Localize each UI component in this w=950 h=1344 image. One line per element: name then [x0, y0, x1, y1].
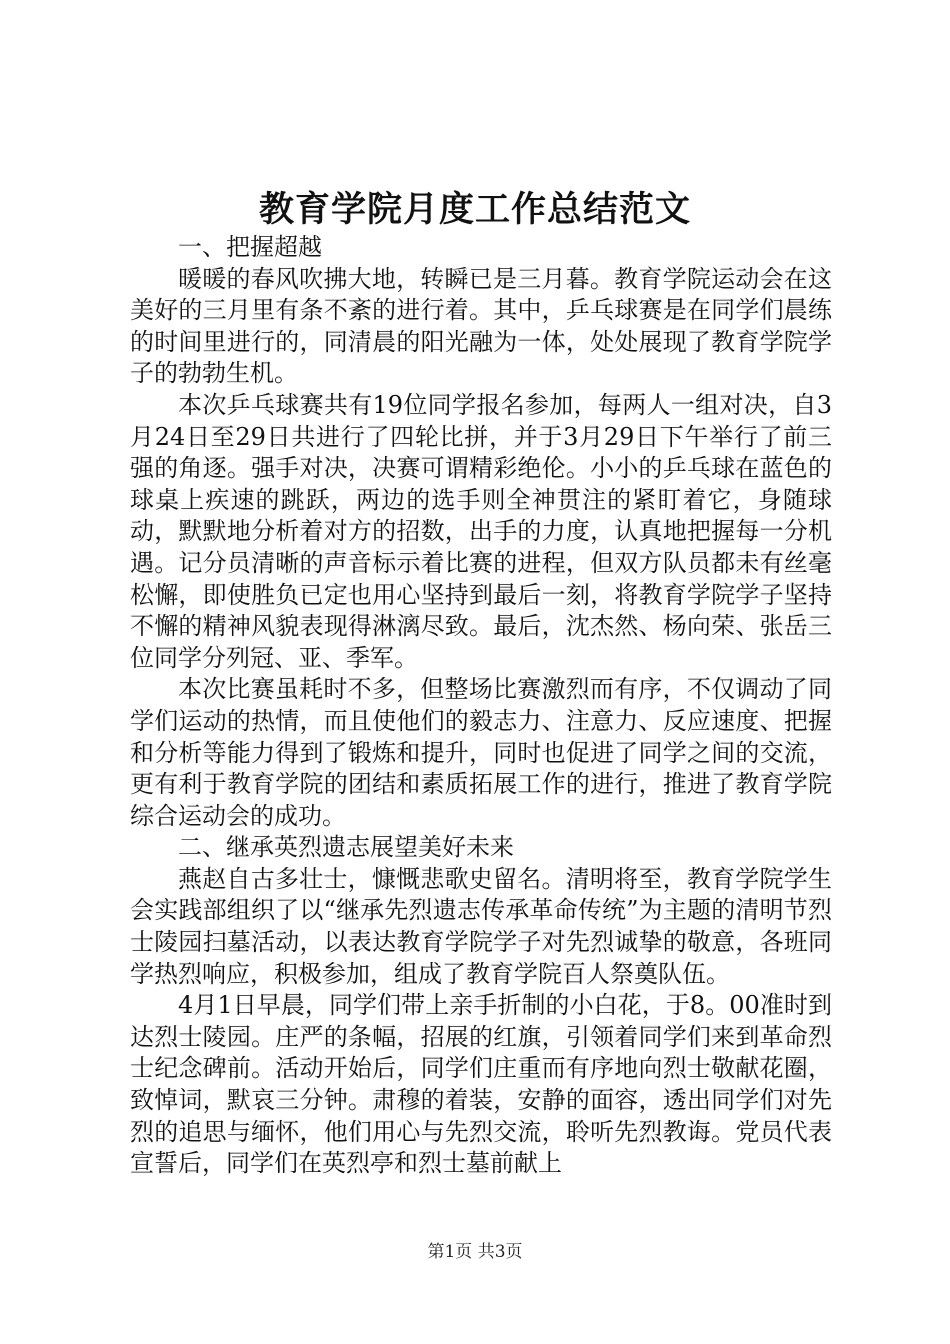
section-heading-1: 一、把握超越 — [178, 233, 322, 261]
document-title: 教育学院月度工作总结范文 — [258, 189, 691, 230]
paragraph-3: 本次比赛虽耗时不多，但整场比赛激烈而有序，不仅调动了同学们运动的热情，而且使他们的毅志力、注意力、反应速度、把握和分析等能力得到了锻炼和提升，同时也促进了同学之间的交流，更有利于教育学院的团结和素质拓展工作的进行，推进了教育学院综合运动会的成功。 — [130, 675, 832, 830]
document-body — [130, 232, 832, 1180]
paragraph-5: 4月1日早晨，同学们带上亲手折制的小白花，于8。00准时到达烈士陵园。庄严的条幅，招展的红旗，引领着同学们来到革命烈士纪念碑前。活动开始后，同学们庄重而有序地向烈士敬献花圈，致悼词，默哀三分钟。肃穆的着装，安静的面容，透出同学们对先烈的追思与缅怀，他们用心与先烈交流，聆听先烈教诲。党员代表宣誓后，同学们在英烈亭和烈士墓前献上 — [130, 991, 832, 1178]
section-heading-2: 二、继承英烈遗志展望美好未来 — [178, 833, 514, 862]
page-number-footer: 第1页 共3页 — [427, 1242, 523, 1262]
paragraph-2: 本次乒乓球赛共有19位同学报名参加，每两人一组对决，自3月24日至29日共进行了四轮比拼，并于3月29日下午举行了前三强的角逐。强手对决，决赛可谓精彩绝伦。小小的乒乓球在蓝色的球桌上疾速的跳跃，两边的选手则全神贯注的紧盯着它，身随球动，默默地分析着对方的招数，出手的力度，认真地把握每一分机遇。记分员清晰的声音标示着比赛的进程，但双方队员都未有丝毫松懈，即使胜负已定也用心坚持到最后一刻，将教育学院学子坚持不懈的精神风貌表现得淋漓尽致。最后，沈杰然、杨向荣、张岳三位同学分列冠、亚、季军。 — [130, 390, 832, 672]
paragraph-4: 燕赵自古多壮士，慷慨悲歌史留名。清明将至，教育学院学生会实践部组织了以“继承先烈遗志传承革命传统”为主题的清明节烈士陵园扫墓活动，以表达教育学院学子对先烈诚挚的敬意，各班同学热烈响应，积极参加，组成了教育学院百人祭奠队伍。 — [130, 864, 832, 988]
paragraph-1: 暖暖的春风吹拂大地，转瞬已是三月暮。教育学院运动会在这美好的三月里有条不紊的进行着。其中，乒乓球赛是在同学们晨练的时间里进行的，同清晨的阳光融为一体，处处展现了教育学院学子的勃勃生机。 — [130, 264, 832, 388]
